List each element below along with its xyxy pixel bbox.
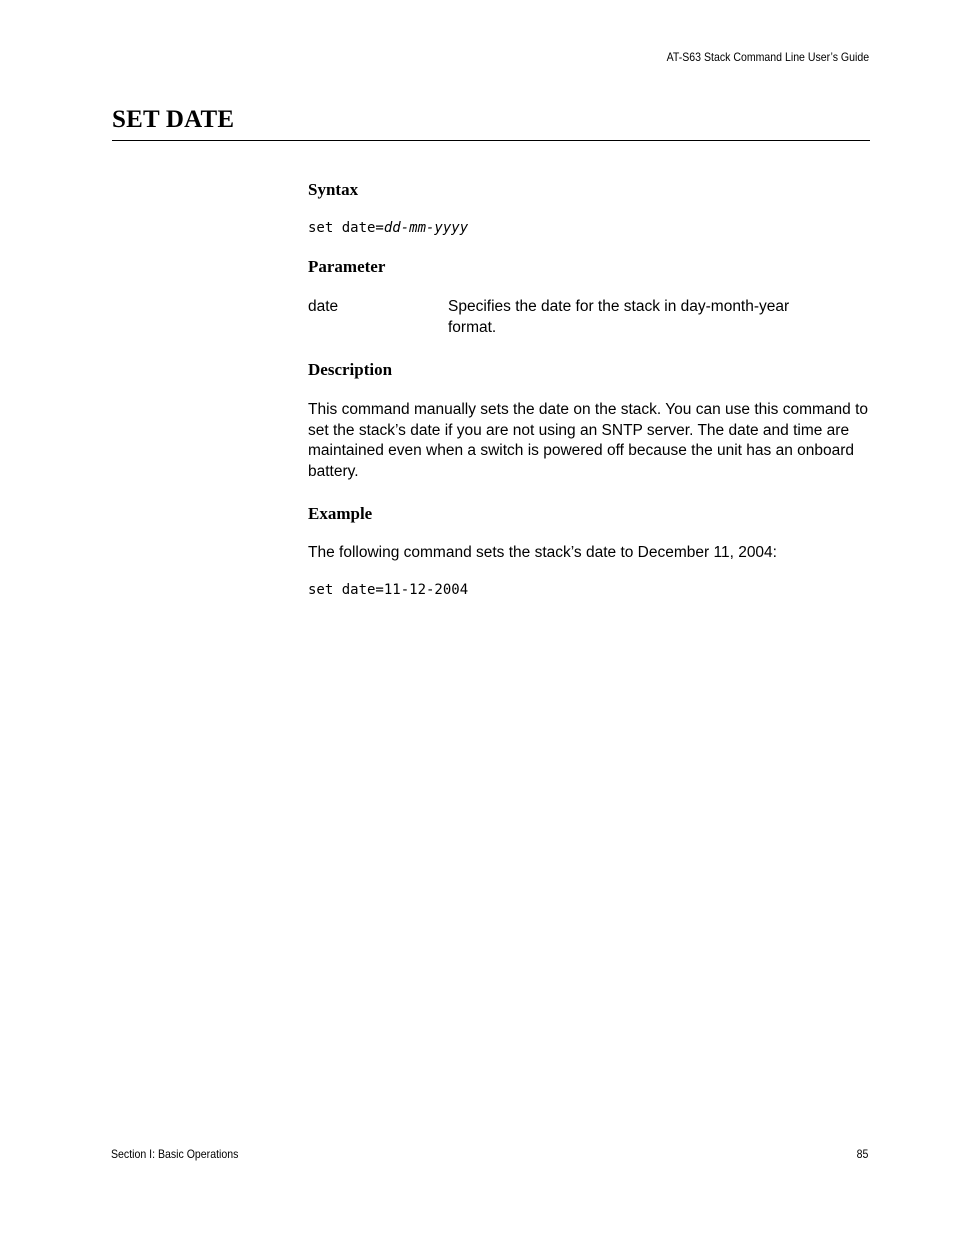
syntax-heading: Syntax	[308, 180, 359, 199]
parameter-heading: Parameter	[308, 257, 386, 276]
parameter-name: date	[308, 298, 339, 315]
syntax-command-text: set date=	[308, 220, 384, 236]
running-header: AT-S63 Stack Command Line User’s Guide	[666, 50, 869, 64]
description-text: This command manually sets the date on the stack. You can use this command to set the stack’s date if you are not using an SNTP server. The date and time are maintained even when a switch is powered off because the unit has an onboard battery.	[308, 401, 869, 480]
example-heading: Example	[308, 504, 373, 523]
parameter-description: Specifies the date for the stack in day-month-year format.	[448, 298, 790, 336]
example-text: The following command sets the stack’s date to December 11, 2004:	[308, 544, 777, 561]
page-title: SET DATE	[112, 106, 235, 133]
description-heading: Description	[308, 360, 393, 379]
title-rule	[112, 140, 870, 141]
example-command: set date=11-12-2004	[308, 582, 469, 598]
footer-section: Section I: Basic Operations	[111, 1147, 239, 1161]
syntax-command	[308, 220, 468, 236]
syntax-argument: dd-mm-yyyy	[383, 220, 469, 236]
footer-page-number: 85	[856, 1147, 868, 1161]
